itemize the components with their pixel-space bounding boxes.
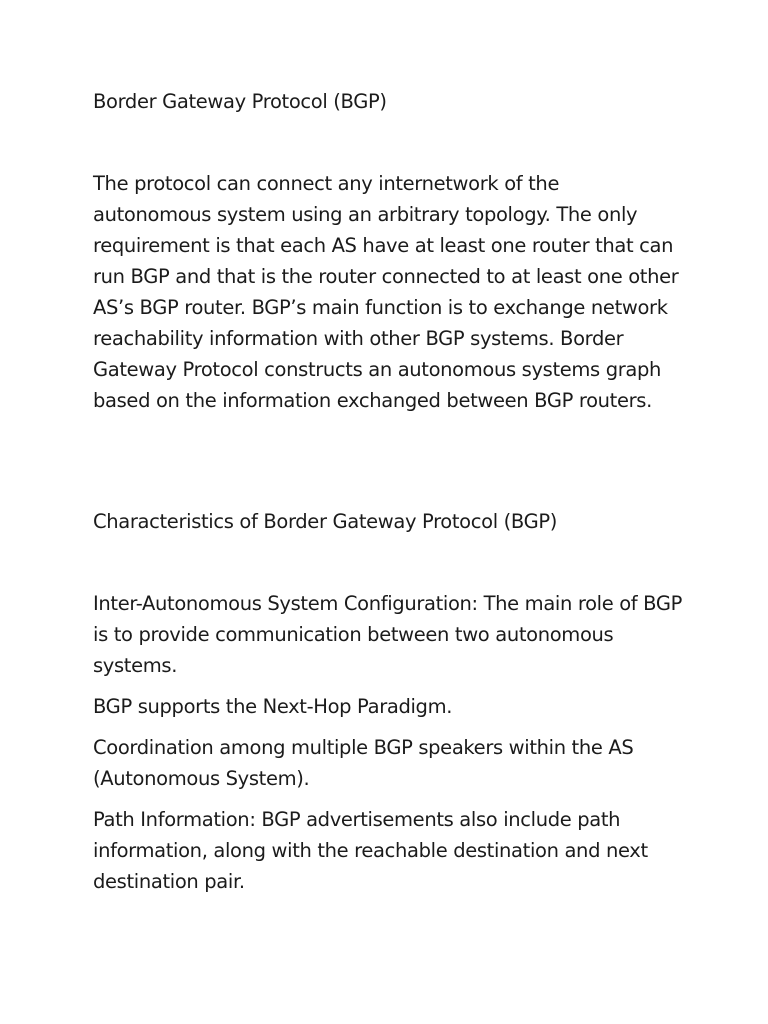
characteristic-item: Inter-Autonomous System Configuration: The main role of BGP is to provide communication between two autonomous systems. bbox=[93, 592, 683, 677]
characteristics-list bbox=[93, 588, 683, 897]
section-heading: Characteristics of Border Gateway Protocol (BGP) bbox=[93, 510, 557, 533]
characteristic-item: Coordination among multiple BGP speakers within the AS (Autonomous System). bbox=[93, 736, 634, 790]
document-body bbox=[93, 86, 683, 907]
characteristic-item: Path Information: BGP advertisements also include path information, along with the reachable destination and next destination pair. bbox=[93, 808, 648, 893]
characteristic-item: BGP supports the Next-Hop Paradigm. bbox=[93, 695, 453, 718]
intro-paragraph: The protocol can connect any internetwork of the autonomous system using an arbitrary topology. The only requirement is that each AS have at least one router that can run BGP and that is the router connected to at least one other AS’s BGP router. BGP’s main function is to exchange network reachability information with other BGP systems. Border Gateway Protocol constructs an autonomous systems graph based on the information exchanged between BGP routers. bbox=[93, 172, 679, 412]
document-title: Border Gateway Protocol (BGP) bbox=[93, 90, 387, 113]
